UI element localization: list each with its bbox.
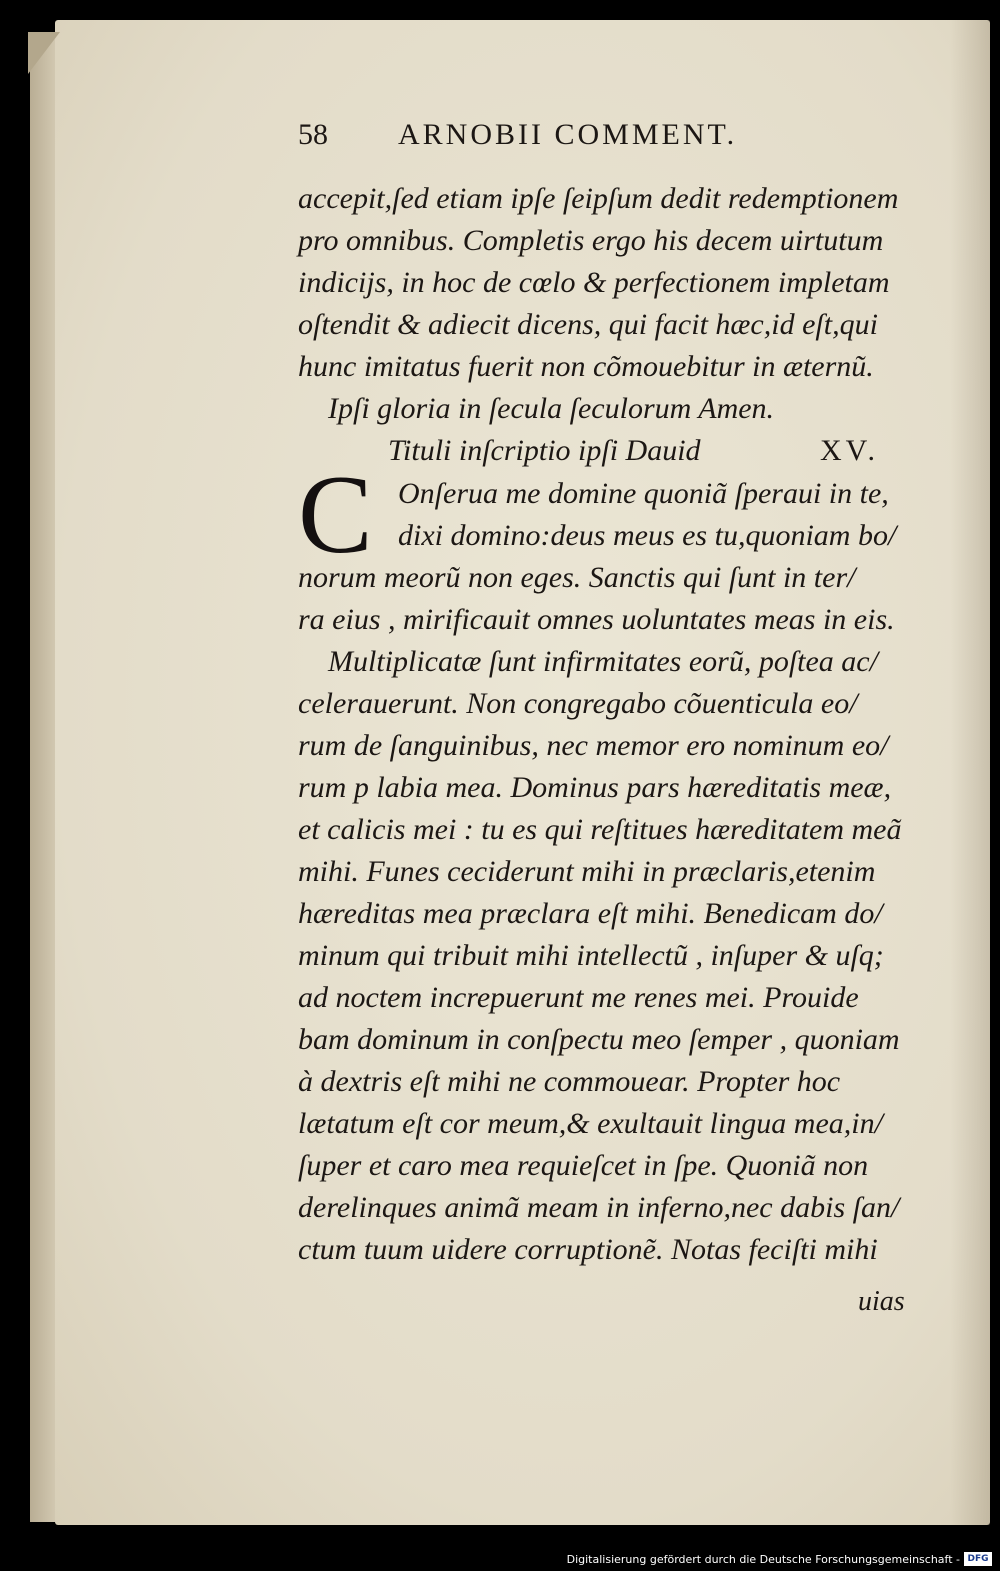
text-line: accepit,ſed etiam ipſe ſeipſum dedit redemptionem: [298, 182, 899, 215]
text-line: ra eius , mirificauit omnes uoluntates meas in eis.: [298, 603, 895, 636]
text-line: norum meorũ non eges. Sanctis qui ſunt in ter/: [298, 561, 856, 594]
text-line: indicijs, in hoc de cœlo & perfectionem impletam: [298, 266, 890, 299]
page-header: [298, 118, 858, 158]
text-line: bam dominum in conſpectu meo ſemper , quoniam: [298, 1023, 900, 1056]
text-line: oſtendit & adiecit dicens, qui facit hæc,id eſt,qui: [298, 308, 878, 341]
text-line: ad noctem increpuerunt me renes mei. Prouide: [298, 981, 859, 1014]
text-line: pro omnibus. Completis ergo his decem uirtutum: [298, 224, 884, 257]
psalm-title: Tituli inſcriptio ipſi Dauid: [388, 434, 701, 467]
text-line: mihi. Funes ceciderunt mihi in præclaris,etenim: [298, 855, 876, 888]
text-line: rum de ſanguinibus, nec memor ero nominum eo/: [298, 729, 889, 762]
page-gutter-shadow: [950, 20, 990, 1525]
text-line: rum p labia mea. Dominus pars hæreditatis meæ,: [298, 771, 892, 804]
text-line: à dextris eſt mihi ne commouear. Propter hoc: [298, 1065, 841, 1098]
text-line: hæreditas mea præclara eſt mihi. Benedicam do/: [298, 897, 883, 930]
text-line: Onſerua me domine quoniã ſperaui in te,: [398, 477, 889, 510]
text-line: dixi domino:deus meus es tu,quoniam bo/: [398, 519, 897, 552]
text-line: lætatum eſt cor meum,& exultauit lingua mea,in/: [298, 1107, 883, 1140]
text-line: Ipſi gloria in ſecula ſeculorum Amen.: [328, 392, 775, 425]
text-line: hunc imitatus fuerit non cõmouebitur in æternũ.: [298, 350, 874, 383]
catchword: uias: [858, 1286, 905, 1317]
text-line: ctum tuum uidere corruptionẽ. Notas feciſti mihi: [298, 1233, 878, 1266]
page-number: 58: [298, 118, 328, 151]
text-line: ſuper et caro mea requieſcet in ſpe. Quoniã non: [298, 1149, 869, 1182]
text-line: Multiplicatæ ſunt infirmitates eorũ, poſtea ac/: [328, 645, 878, 678]
text-line: et calicis mei : tu es qui reſtitues hæreditatem meã: [298, 813, 902, 846]
running-head: ARNOBII COMMENT.: [398, 118, 738, 151]
dfg-logo-icon: DFG: [964, 1552, 992, 1566]
funding-credit: Digitalisierung gefördert durch die Deutsche Forschungsgemeinschaft -: [566, 1553, 960, 1566]
text-line: derelinques animã meam in inferno,nec dabis ſan/: [298, 1191, 900, 1224]
psalm-number: XV.: [820, 434, 879, 467]
text-line: celerauerunt. Non congregabo cõuenticula eo/: [298, 687, 858, 720]
text-line: minum qui tribuit mihi intellectũ , inſuper & uſq;: [298, 939, 884, 972]
drop-cap-initial: C: [298, 453, 373, 577]
